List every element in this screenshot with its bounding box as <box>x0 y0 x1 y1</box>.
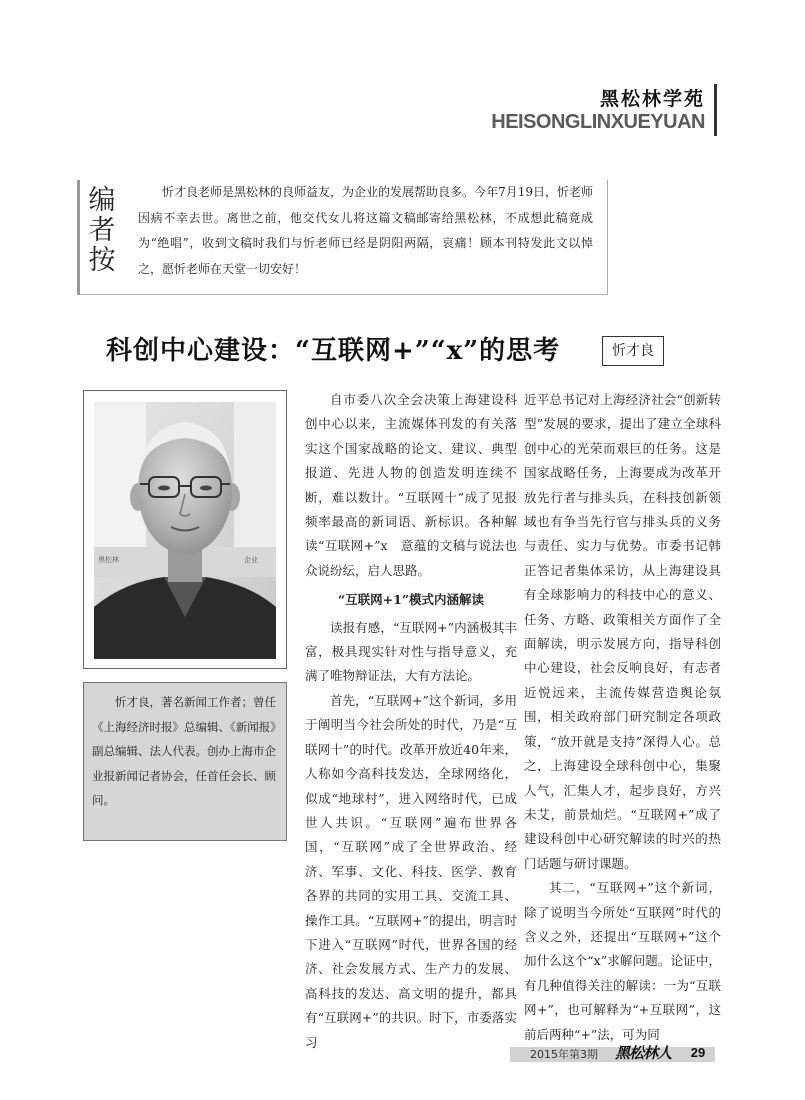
magazine-logo: 黑松林人 <box>615 1044 672 1062</box>
article-author: 忻才良 <box>602 336 664 366</box>
author-portrait <box>94 402 276 659</box>
editor-note-label-char: 编 <box>88 185 116 216</box>
body-column-2 <box>524 388 721 1047</box>
page-number: 29 <box>690 1045 706 1060</box>
section-heading: “互联网+1”模式内涵解读 <box>337 592 485 608</box>
column-title-en: HEISONGLINXUEYUAN <box>491 111 705 133</box>
column-title-cn: 黑松林学苑 <box>599 88 705 110</box>
editor-note-label-char: 按 <box>88 245 116 276</box>
paragraph: 其二，“互联网+”这个新词，除了说明当今所处“互联网”时代的含义之外，还提出“互联网+”这个加什么这个“x”求解问题。论证中，有几种值得关注的解读：一为“互联网+”，也可解释为“+互联网”，这前后两种“+”法，可为同 <box>524 880 721 1042</box>
editor-note-text: 忻才良老师是黑松林的良师益友，为企业的发展帮助良多。今年7月19日，忻老师因病不幸去世。离世之前，他交代女儿将这篇文稿邮寄给黑松林，不成想此稿竟成为“绝唱”，收到文稿时我们与忻老师已经是阴阳两隔，哀痛！顾本刊特发此文以悼之，愿忻老师在天堂一切安好！ <box>138 185 593 276</box>
header-divider <box>714 84 717 136</box>
issue-label: 2015年第3期 <box>530 1048 598 1061</box>
paragraph-continuation: 近平总书记对上海经济社会“创新转型”发展的要求，提出了建立全球科创中心的光荣而艰巨的任务。这是国家战略任务，上海要成为改革开放先行者与排头兵，在科技创新领域也有争当先行官与排头兵的义务与责任、实力与优势。市委书记韩正答记者集体采访，从上海建设具有全球影响力的科技中心的意义、任务、方略、政策相关方面作了全面解读，明示发展方向，指导科创中心建设，社会反响良好，有志者近悦远来，主流传媒营造舆论氛围，相关政府部门研究制定各项政策，“放开就是支持”深得人心。总之，上海建设全球科创中心，集聚人气，汇集人才，起步良好，方兴未艾，前景灿烂。“互联网+”成了建设科创中心研究解读的时兴的热门话题与研讨课题。 <box>524 392 721 871</box>
paragraph: 自市委八次全会决策上海建设科创中心以来，主流媒体刊发的有关落实这个国家战略的论文、建议、典型报道、先进人物的创造发明连续不断，难以数计。“互联网十”成了见报频率最高的新词语、新标识。各种解读“互联网+”x 意蕴的文稿与说法也众说纷纭，启人思路。 <box>305 392 517 578</box>
portrait-image <box>94 402 276 659</box>
author-bio: 忻才良，著名新闻工作者；曾任《上海经济时报》总编辑、《新闻报》副总编辑、法人代表。创办上海市企业报新闻记者协会，任首任会长、顾问。 <box>92 695 276 807</box>
editor-note-label-char: 者 <box>88 215 116 246</box>
editor-note-label <box>86 186 118 276</box>
background-sign-text: 企业 <box>244 556 258 564</box>
body-column-1 <box>305 388 517 1055</box>
article-title: 科创中心建设：“互联网+”“x”的思考 <box>106 336 561 366</box>
paragraph: 首先，“互联网+”这个新词，多用于阐明当今社会所处的时代，乃是“互联网十”的时代。改革开放近40年来，人称如今高科技发达，全球网络化，似成“地球村”，进入网络时代，已成世人共识。“互联网”遍布世界各国，“互联网”成了全世界政治、经济、军事、文化、科技、医学、教育各界的共同的实用工具、交流工具、操作工具。“互联网+”的提出，明言时下进入“互联网”时代，世界各国的经济、社会发展方式、生产力的发展、高科技的发达、高文明的提升，都具有“互联网+”的共识。时下，市委落实习 <box>305 692 517 1050</box>
paragraph: 读报有感，“互联网+”内涵极其丰富，极具现实针对性与指导意义，充满了唯物辩证法，大有方法论。 <box>305 619 517 684</box>
background-sign-text: 黑松林 <box>98 556 119 564</box>
